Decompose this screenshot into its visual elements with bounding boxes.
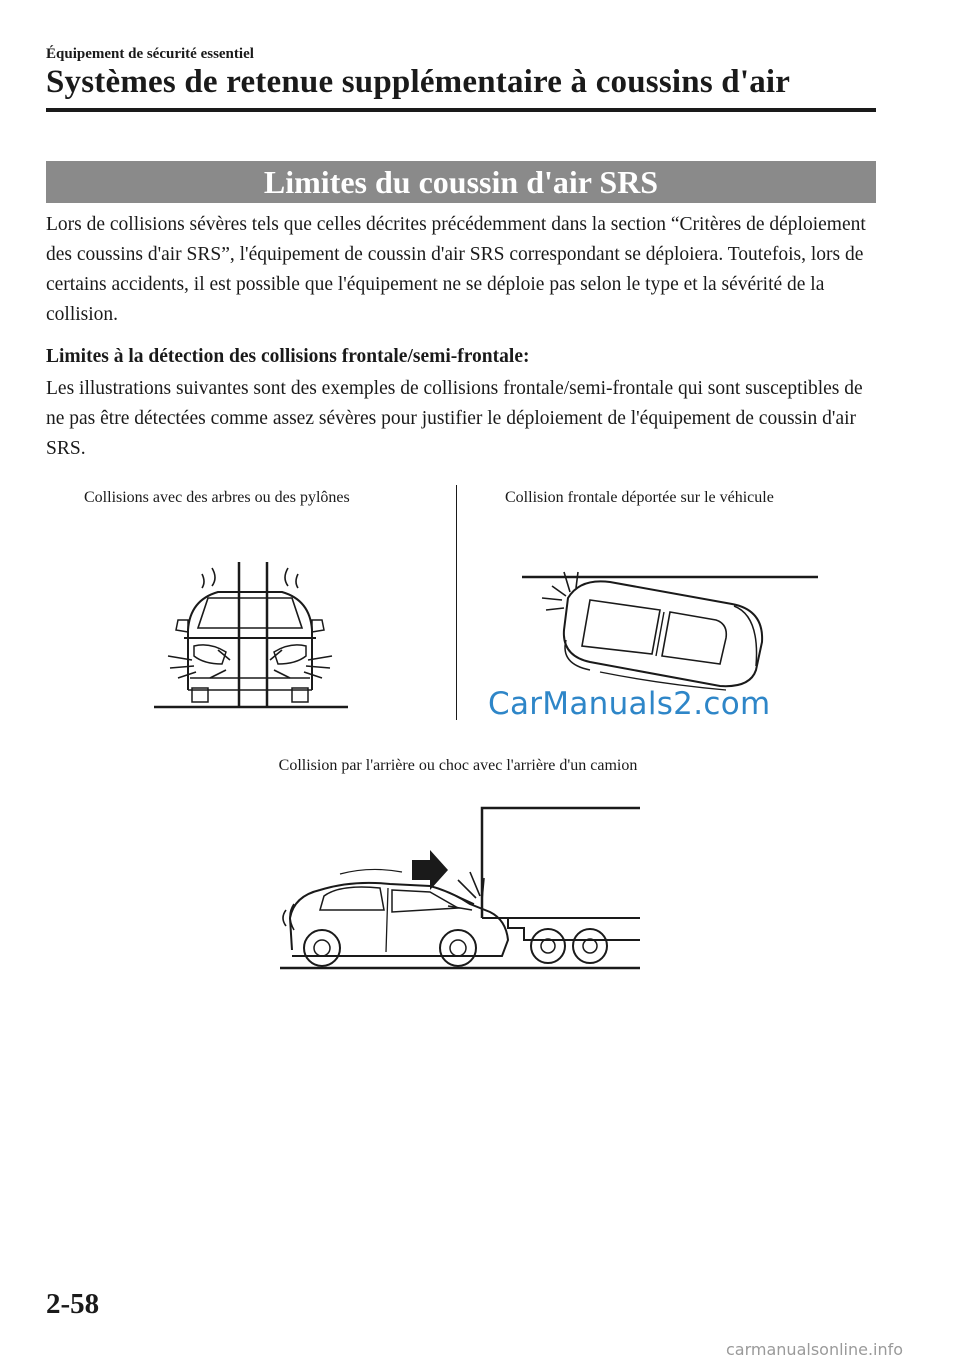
- header-rule: [46, 108, 876, 112]
- subheading: Limites à la détection des collisions frontale/semi-frontale:: [46, 346, 530, 367]
- intro-paragraph: Lors de collisions sévères tels que celles décrites précédemment dans la section “Critères de déploiement des coussins d'air SRS”, l'équipement de coussin d'air SRS correspondant se déploiera. Toutefois, lors de certains accidents, il est possible que l'équipement ne se déploie pas selon le type et la sévérité de la collision.: [46, 214, 866, 325]
- pole-collision-caption: Collisions avec des arbres ou des pylônes: [84, 489, 350, 506]
- impact-arrow-icon: [412, 850, 448, 890]
- topic-banner: Limites du coussin d'air SRS: [46, 161, 876, 203]
- truck-collision-illustration: [280, 800, 642, 975]
- section-title: Systèmes de retenue supplémentaire à coussins d'air: [46, 64, 791, 100]
- offset-collision-illustration: [520, 570, 820, 695]
- pole-collision-illustration: [150, 560, 350, 710]
- truck-collision-caption: Collision par l'arrière ou choc avec l'arrière d'un camion: [278, 757, 638, 774]
- footer-site: carmanualsonline.info: [726, 1340, 904, 1359]
- detail-paragraph: Les illustrations suivantes sont des exemples de collisions frontale/semi-frontale qui sont susceptibles de ne pas être détectées comme assez sévères pour justifier le déploiement de l'équipement de coussin d'air SRS.: [46, 378, 863, 459]
- chapter-label: Équipement de sécurité essentiel: [46, 46, 254, 62]
- watermark: CarManuals2.com: [488, 686, 771, 722]
- offset-collision-caption: Collision frontale déportée sur le véhicule: [505, 489, 774, 506]
- page-number: 2-58: [46, 1288, 100, 1320]
- illustration-divider: [456, 485, 457, 720]
